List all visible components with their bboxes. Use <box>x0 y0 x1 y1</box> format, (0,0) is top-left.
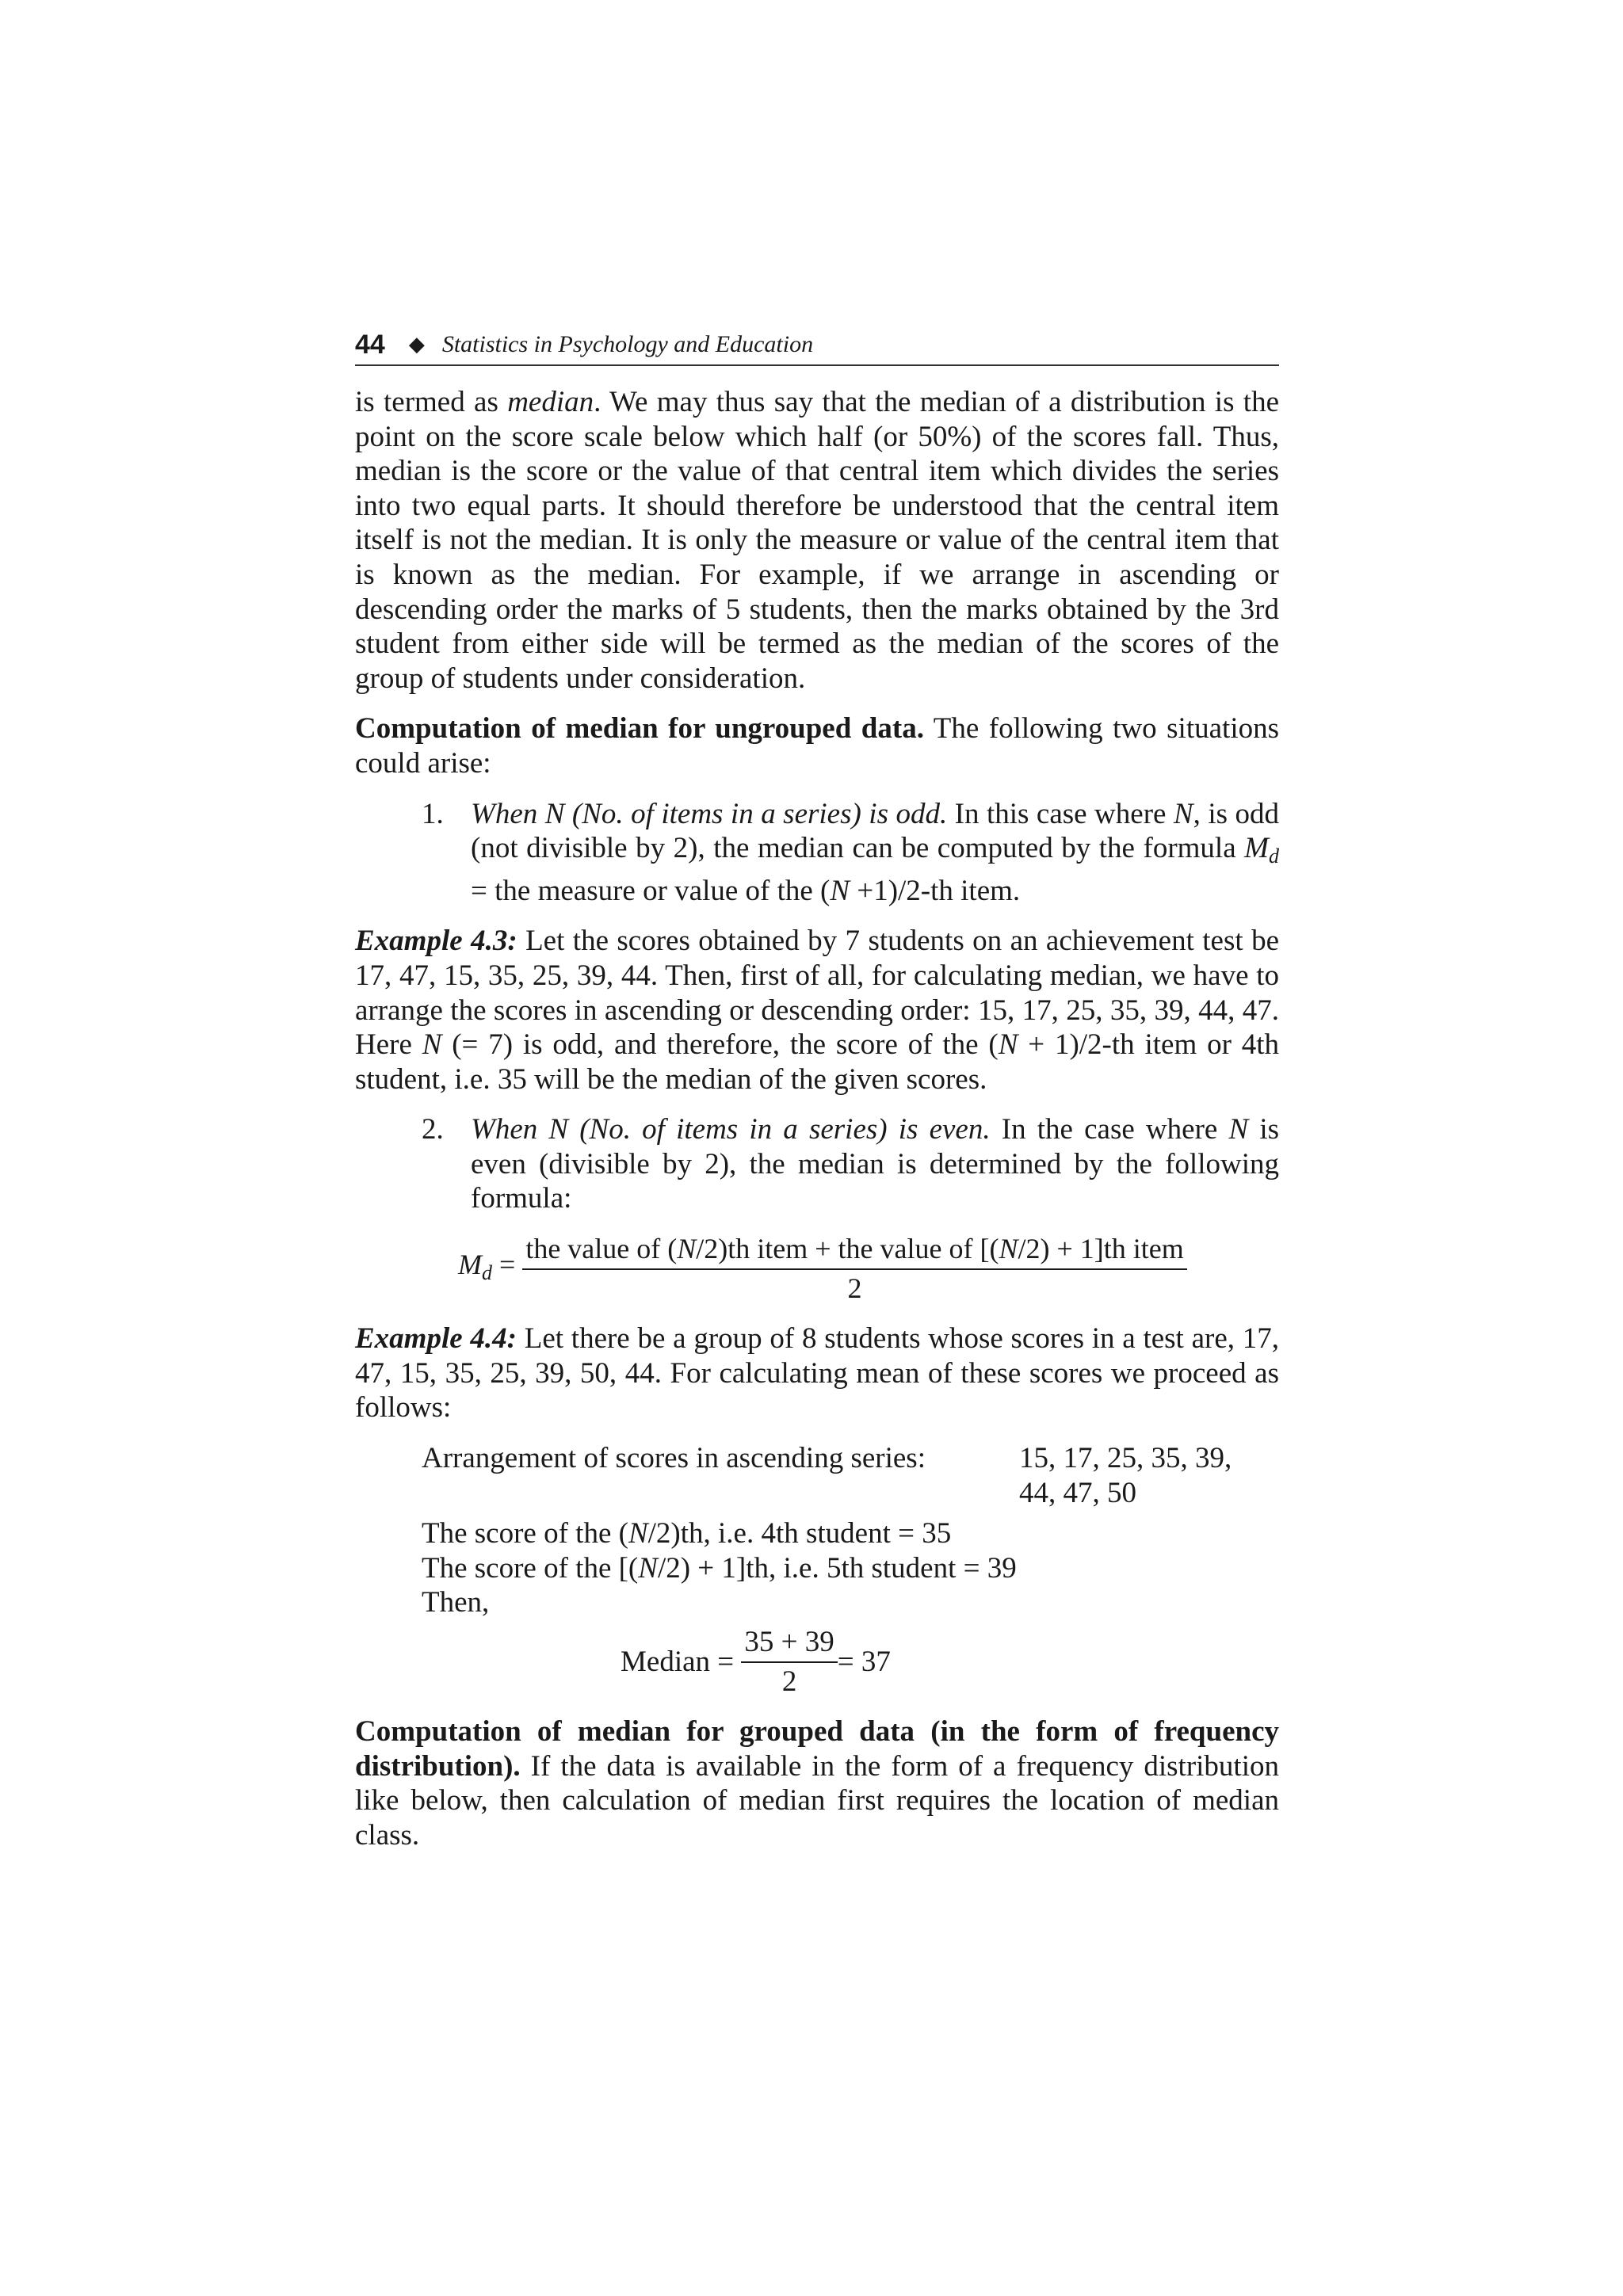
example-label: Example 4.4: <box>355 1322 517 1356</box>
arrangement-row: Arrangement of scores in ascending series: 15, 17, 25, 35, 39, 44, 47, 50 <box>422 1442 1232 1509</box>
book-title: Statistics in Psychology and Education <box>441 331 814 357</box>
diamond-separator-icon: ◆ <box>408 333 425 356</box>
page-body <box>355 385 1279 1853</box>
then-label: Then, <box>422 1586 490 1619</box>
example-4-3: Example 4.3: Let the scores obtained by 7 students on an achievement test be 17, 47, 15, 35, 25, 39, 44. Then, first of all, for calculating median, we have to arrange the scores in ascending or descending order: 15, 17, 25, 35, 39, 44, 47. Here N (= 7) is odd, and therefore, the score of the (N + 1)/2-th item or 4th student, i.e. 35 will be the median of the given scores. <box>355 925 1280 1096</box>
statement-4th: The score of the (N/2)th, i.e. 4th student = 35 <box>422 1517 952 1550</box>
grouped-section: Computation of median for grouped data (in the form of frequency distribution). If the data is available in the form of a frequency distribution like below, then calculation of median first requires the location of median class. <box>355 1715 1279 1852</box>
ungrouped-heading: Computation of median for ungrouped data. <box>355 712 924 746</box>
formula-fraction: $\frac{\text{the value of (N/2)th item + the value of [(N/2) + 1]th item}}{2}$ <box>522 1232 1186 1306</box>
grouped-heading: Computation of median for grouped data (in the form of frequency distribution). <box>355 1715 1279 1783</box>
example-4-4: Example 4.4: Let there be a group of 8 students whose scores in a test are, 17, 47, 15, 35, 25, 39, 50, 44. For calculating mean of these scores we proceed as follows: <box>355 1322 1279 1425</box>
page-number: 44 <box>355 329 385 360</box>
statement-5th: The score of the [(N/2) + 1]th, i.e. 5th student = 39 <box>422 1551 1017 1585</box>
score-statements <box>355 1516 1279 1620</box>
intro-paragraph: is termed as median. We may thus say that the median of a distribution is the point on the score scale below which half (or 50%) of the scores fall. Thus, median is the score or the value of that central item which divides the series into two equal parts. It should therefore be understood that the central item itself is not the median. It is only the measure or value of the central item that is known as the median. For example, if we arrange in ascending or descending order the marks of 5 students, then the marks obtained by the 3rd student from either side will be termed as the median of the scores of the group of students under consideration. <box>355 386 1280 695</box>
case-odd: 1. When N (No. of items in a series) is odd. In this case where N, is odd (not divisible by 2), the median can be computed by the formula $M_d$ = the measure or value of the (N +1)/2-th item. <box>422 797 1279 907</box>
median-calculation: Median = $\frac{35 + 39}{2}$ = 37 <box>621 1626 891 1698</box>
case-even: 2. When N (No. of items in a series) is even. In the case where N is even (divisible by 2), the median is determined by the following formula: <box>422 1113 1280 1215</box>
ungrouped-section: Computation of median for ungrouped data. The following two situations could arise: <box>355 712 1279 780</box>
running-header <box>355 325 1279 366</box>
median-fraction: $\frac{35 + 39}{2}$ <box>741 1625 837 1699</box>
example-label: Example 4.3: <box>355 925 517 958</box>
median-formula: $M_d$ = $\frac{\text{the value of (N/2)th item + the value of [(N/2) + 1]th item}}{2}$ <box>458 1232 1279 1306</box>
